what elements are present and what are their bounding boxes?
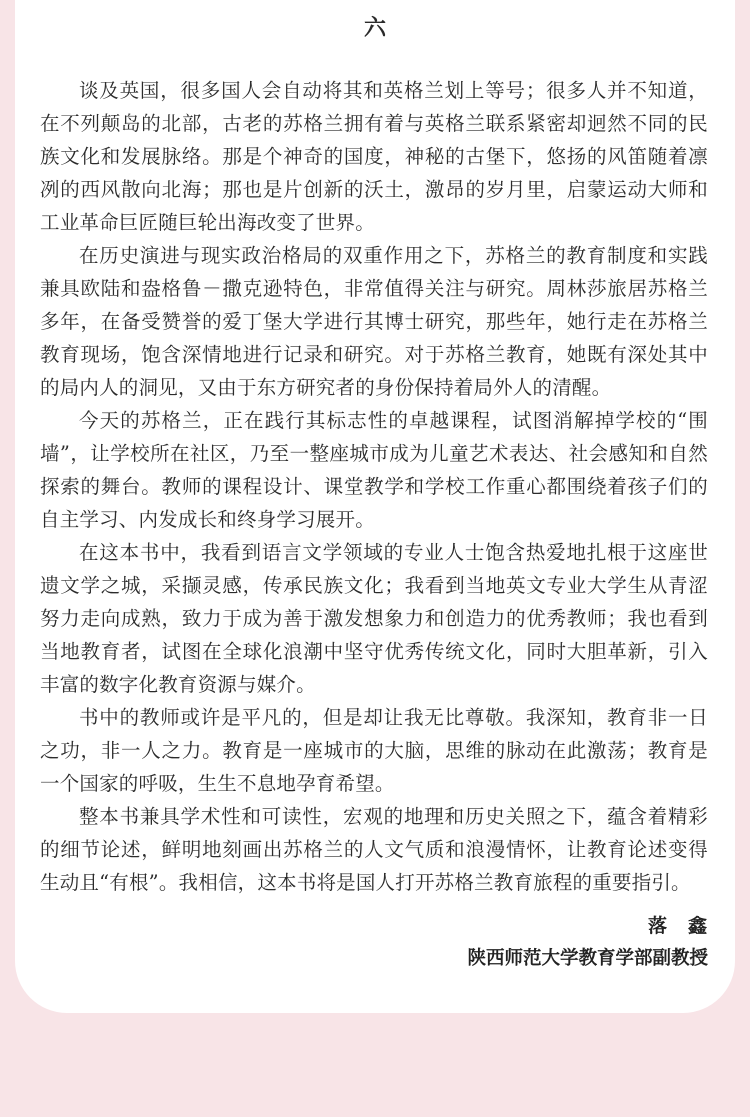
paragraph-2: 在历史演进与现实政治格局的双重作用之下，苏格兰的教育制度和实践兼具欧陆和盎格鲁－撒克逊特色，非常值得关注与研究。周林莎旅居苏格兰多年，在备受赞誉的爱丁堡大学进行其博士研究，那些年，她行走在苏格兰教育现场，饱含深情地进行记录和研究。对于苏格兰教育，她既有深处其中的局内人的洞见，又由于东方研究者的身份保持着局外人的清醒。 bbox=[40, 244, 708, 399]
paragraph-6: 整本书兼具学术性和可读性，宏观的地理和历史关照之下，蕴含着精彩的细节论述，鲜明地刻画出苏格兰的人文气质和浪漫情怀，让教育论述变得生动且“有根”。我相信，这本书将是国人打开苏格兰教育旅程的重要指引。 bbox=[40, 805, 708, 894]
paragraph-4: 在这本书中，我看到语言文学领域的专业人士饱含热爱地扎根于这座世遗文学之城，采撷灵感，传承民族文化；我看到当地英文专业大学生从青涩努力走向成熟，致力于成为善于激发想象力和创造力的优秀教师；我也看到当地教育者，试图在全球化浪潮中坚守优秀传统文化，同时大胆革新，引入丰富的数字化教育资源与媒介。 bbox=[40, 541, 708, 696]
preface-body bbox=[40, 74, 708, 899]
author-title: 陕西师范大学教育学部副教授 bbox=[467, 948, 708, 969]
author-name: 落 鑫 bbox=[647, 915, 708, 937]
paragraph-5: 书中的教师或许是平凡的，但是却让我无比尊敬。我深知，教育非一日之功，非一人之力。教育是一座城市的大脑，思维的脉动在此激荡；教育是一个国家的呼吸，生生不息地孕育希望。 bbox=[40, 706, 708, 795]
paragraph-3: 今天的苏格兰，正在践行其标志性的卓越课程，试图消解掉学校的“围墙”，让学校所在社区，乃至一整座城市成为儿童艺术表达、社会感知和自然探索的舞台。教师的课程设计、课堂教学和学校工作重心都围绕着孩子们的自主学习、内发成长和终身学习展开。 bbox=[40, 409, 708, 531]
section-number-heading: 六 bbox=[363, 16, 386, 41]
paragraph-1: 谈及英国，很多国人会自动将其和英格兰划上等号；很多人并不知道，在不列颠岛的北部，古老的苏格兰拥有着与英格兰联系紧密却迥然不同的民族文化和发展脉络。那是个神奇的国度，神秘的古堡下，悠扬的风笛随着凛冽的西风散向北海；那也是片创新的沃土，激昂的岁月里，启蒙运动大师和工业革命巨匠随巨轮出海改变了世界。 bbox=[40, 79, 708, 234]
